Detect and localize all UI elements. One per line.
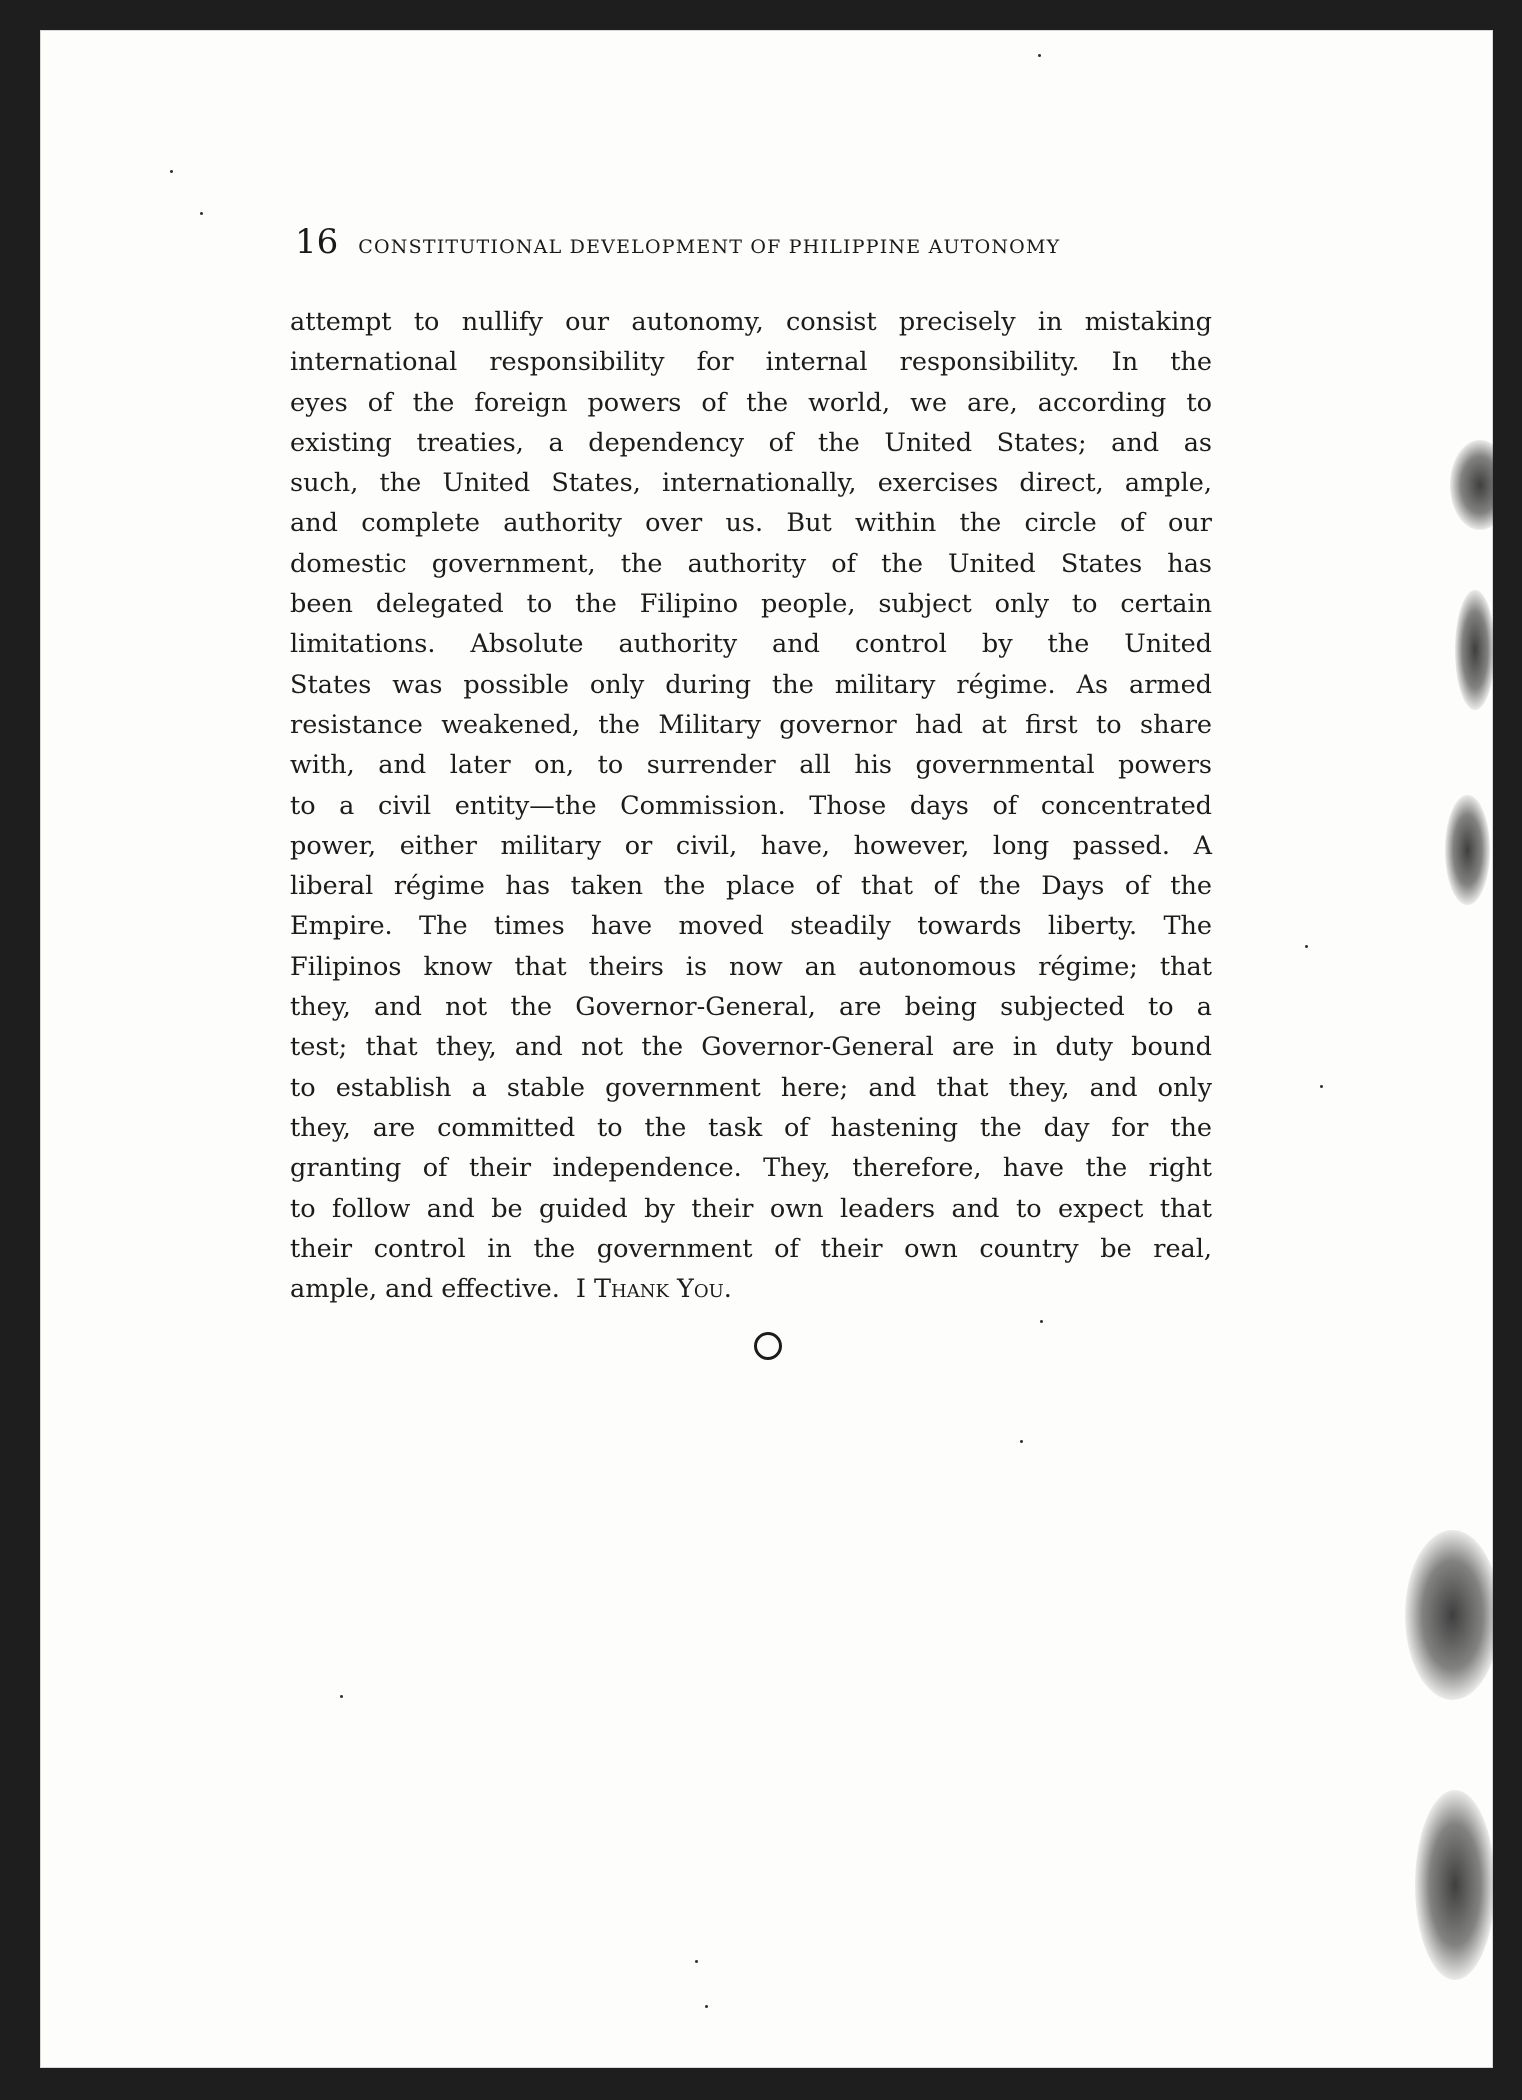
closing-phrase: I Thank You. <box>575 1274 732 1305</box>
speck <box>1305 945 1308 948</box>
text-line: with, and later on, to surrender all his governmental powers <box>290 750 1212 781</box>
speck <box>705 2005 708 2008</box>
ink-smudge <box>1445 795 1490 905</box>
text-line: States was possible only during the military régime. As armed <box>290 669 1212 700</box>
speck <box>1320 1085 1323 1088</box>
ink-smudge <box>1450 440 1510 530</box>
text-line: existing treaties, a dependency of the United States; and as <box>290 427 1212 458</box>
text-line: attempt to nullify our autonomy, consist precisely in mistaking <box>290 307 1212 337</box>
text-line: such, the United States, internationally, exercises direct, ample, <box>290 468 1212 499</box>
text-line: test; that they, and not the Governor-General are in duty bound <box>290 1032 1212 1063</box>
text-line: to establish a stable government here; and that they, and only <box>290 1072 1212 1103</box>
text-line-last <box>290 1269 1212 1309</box>
text-line: Empire. The times have moved steadily towards liberty. The <box>290 911 1212 942</box>
speck <box>340 1695 343 1698</box>
text-line: granting of their independence. They, therefore, have the right <box>290 1153 1212 1184</box>
speck <box>170 170 173 173</box>
text-line: eyes of the foreign powers of the world, we are, according to <box>290 387 1212 418</box>
text-line: they, and not the Governor-General, are being subjected to a <box>290 992 1212 1023</box>
text-line: liberal régime has taken the place of that of the Days of the <box>290 871 1212 902</box>
ink-smudge <box>1415 1790 1495 1980</box>
speck <box>200 212 203 215</box>
end-mark <box>754 1332 782 1360</box>
running-head: CONSTITUTIONAL DEVELOPMENT OF PHILIPPINE AUTONOMY <box>358 236 1061 258</box>
text-line: international responsibility for internal responsibility. In the <box>290 347 1212 378</box>
text-line: and complete authority over us. But within the circle of our <box>290 508 1212 539</box>
text-line: Filipinos know that theirs is now an autonomous régime; that <box>290 951 1212 982</box>
speck <box>1040 1320 1043 1323</box>
ink-smudge <box>1455 590 1495 710</box>
text-line: been delegated to the Filipino people, subject only to certain <box>290 589 1212 620</box>
page-number: 16 <box>295 222 339 262</box>
text-line: to follow and be guided by their own leaders and to expect that <box>290 1193 1212 1224</box>
ink-smudge <box>1405 1530 1500 1700</box>
speck <box>695 1960 698 1963</box>
text-line: power, either military or civil, have, however, long passed. A <box>290 830 1212 861</box>
text-line: resistance weakened, the Military governor had at first to share <box>290 709 1212 740</box>
body-paragraph <box>290 302 1212 1309</box>
text-line: their control in the government of their own country be real, <box>290 1233 1212 1264</box>
speck <box>1020 1440 1023 1443</box>
text-line: domestic government, the authority of the United States has <box>290 548 1212 579</box>
text-line: to a civil entity—the Commission. Those days of concentrated <box>290 790 1212 821</box>
page-header <box>295 222 1215 282</box>
text-line: limitations. Absolute authority and control by the United <box>290 629 1212 660</box>
text-line: they, are committed to the task of hastening the day for the <box>290 1112 1212 1143</box>
speck <box>1038 54 1041 57</box>
last-line-text: ample, and effective. <box>290 1274 560 1305</box>
